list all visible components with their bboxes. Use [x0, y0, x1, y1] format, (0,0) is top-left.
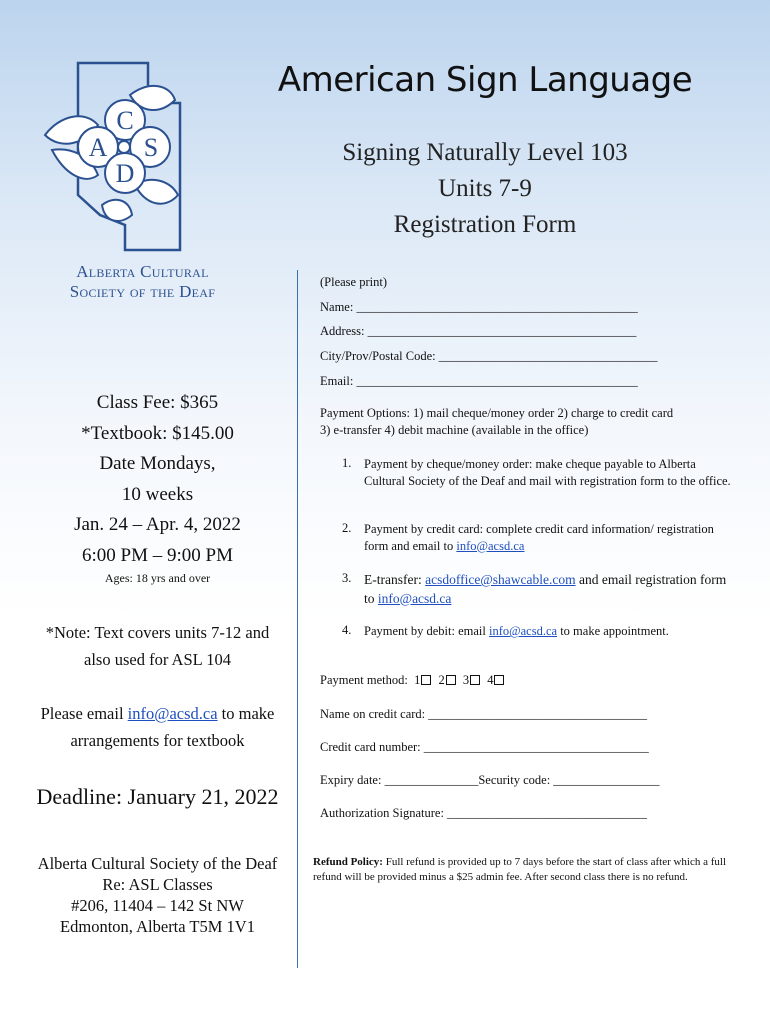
address-line: Re: ASL Classes: [102, 875, 213, 894]
email-field[interactable]: Email: _____________________________________________: [320, 374, 638, 388]
payment-option-1[interactable]: 1: [414, 673, 435, 687]
society-name-line1: Alberta Cultural: [76, 262, 209, 281]
city-field[interactable]: City/Prov/Postal Code: ___________________________________: [320, 349, 658, 363]
payment-option-4[interactable]: 4: [487, 673, 508, 687]
acsd-logo: [40, 55, 190, 260]
textbook-fee: *Textbook: $145.00: [81, 422, 234, 444]
payment-method: [320, 673, 508, 688]
payment-option-2[interactable]: 2: [438, 673, 459, 687]
class-time: 6:00 PM – 9:00 PM: [82, 544, 233, 566]
checkbox-icon[interactable]: [446, 675, 456, 685]
address-field[interactable]: Address: ___________________________________________: [320, 324, 637, 338]
class-info: [15, 388, 300, 571]
list-item-text: and email registration form to: [364, 572, 727, 606]
list-item-number: 3.: [342, 571, 352, 585]
checkbox-icon[interactable]: [470, 675, 480, 685]
email-note-line2: arrangements for textbook: [70, 731, 245, 750]
textbook-email-note: [20, 700, 295, 754]
name-on-card-field[interactable]: Name on credit card: ___________________________________: [320, 707, 648, 721]
subtitle-line2: Units 7-9: [438, 175, 532, 202]
please-print: (Please print): [320, 275, 387, 289]
refund-policy-label: Refund Policy:: [313, 856, 383, 868]
name-field[interactable]: Name: _____________________________________________: [320, 300, 638, 314]
note-line1: *Note: Text covers units 7-12 and: [45, 623, 270, 642]
class-fee: Class Fee: $365: [96, 392, 219, 413]
list-item-number: 2.: [342, 521, 352, 535]
subtitle-line1: Signing Naturally Level 103: [342, 139, 628, 166]
age-requirement: Ages: 18 yrs and over: [104, 571, 211, 585]
email-link[interactable]: info@acsd.ca: [456, 538, 525, 553]
list-item-text: to make appointment.: [557, 624, 669, 638]
refund-policy-text: Full refund is provided up to 7 days before the start of class after which a full refund will be provided minus a $25 admin fee. After second class there is no refund.: [313, 856, 727, 883]
list-item-text: Payment by debit: email: [364, 624, 489, 638]
refund-policy: [313, 855, 753, 885]
mailing-address: [15, 853, 300, 937]
note-line2: also used for ASL 104: [84, 650, 231, 669]
deadline: Deadline: January 21, 2022: [36, 784, 279, 809]
society-name-line2: Society of the Deaf: [69, 282, 216, 301]
email-link[interactable]: info@acsd.ca: [127, 704, 218, 723]
list-item-number: 1.: [342, 456, 352, 470]
logo-letter-c: C: [116, 106, 134, 135]
list-item-text: Payment by credit card: complete credit card information/ registration form and email to: [364, 522, 714, 553]
class-date-range: Jan. 24 – Apr. 4, 2022: [74, 514, 241, 535]
list-item-number: 4.: [342, 623, 352, 637]
logo-letter-a: A: [88, 133, 108, 162]
list-item-text: Payment by cheque/money order: make cheque payable to Alberta Cultural Society of the Deaf and mail with registration form to the office.: [364, 457, 731, 488]
textbook-note: [20, 619, 295, 673]
logo-letter-s: S: [143, 133, 159, 162]
card-number-field[interactable]: Credit card number: ____________________________________: [320, 740, 649, 754]
email-note-pre: Please email: [40, 704, 128, 723]
payment-options-line2: 3) e-transfer 4) debit machine (available in the office): [320, 423, 589, 437]
page-title: American Sign Language: [277, 60, 693, 100]
email-note-post: to make: [217, 704, 275, 723]
expiry-security-field[interactable]: Expiry date: _______________Security code: _________________: [320, 773, 660, 787]
class-duration: 10 weeks: [121, 483, 194, 505]
checkbox-icon[interactable]: [494, 675, 504, 685]
payment-option-3[interactable]: 3: [463, 673, 484, 687]
email-link[interactable]: info@acsd.ca: [377, 590, 452, 606]
email-link[interactable]: info@acsd.ca: [488, 624, 558, 638]
logo-letter-d: D: [115, 159, 135, 188]
etransfer-email-link[interactable]: acsdoffice@shawcable.com: [425, 572, 576, 587]
society-name: [40, 262, 245, 302]
signature-field[interactable]: Authorization Signature: ________________________________: [320, 806, 648, 820]
address-line: #206, 11404 – 142 St NW: [71, 896, 244, 915]
address-line: Edmonton, Alberta T5M 1V1: [60, 917, 255, 936]
list-item-text: E-transfer:: [364, 572, 426, 587]
class-day: Date Mondays,: [99, 453, 216, 474]
subtitle-line3: Registration Form: [393, 211, 577, 238]
logo-graphic: [40, 55, 190, 260]
payment-options-line1: Payment Options: 1) mail cheque/money order 2) charge to credit card: [320, 406, 674, 420]
page-subtitle: [285, 135, 685, 243]
payment-method-label: Payment method:: [320, 673, 408, 687]
checkbox-icon[interactable]: [421, 675, 431, 685]
address-line: Alberta Cultural Society of the Deaf: [37, 854, 278, 873]
